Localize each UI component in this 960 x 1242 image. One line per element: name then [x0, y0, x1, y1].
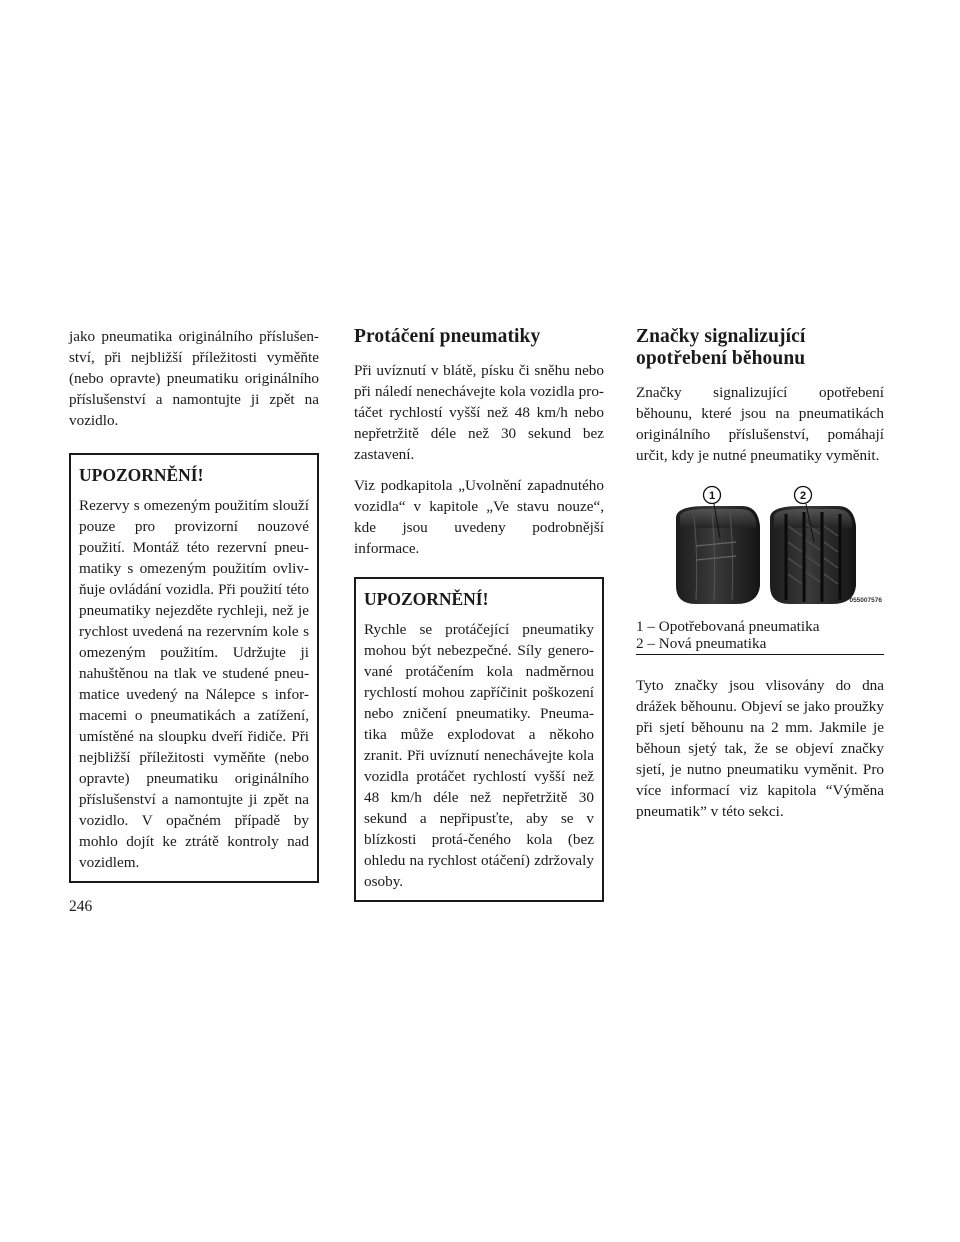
- new-tire: [770, 506, 856, 604]
- spinning-paragraph-1: Při uvíznutí v blátě, písku či sněhu nebo při náledí nenechávejte kola vozidla pro-táčet rychlostí vyšší než 48 km/h nebo nepřetržitě déle než 30 sekund bez zastavení.: [354, 362, 604, 463]
- column-left: [69, 326, 319, 883]
- warning-title: UPOZORNĚNÍ!: [364, 589, 489, 609]
- section-heading-tread-wear: Značky signalizující opotřebení běhounu: [636, 326, 806, 369]
- section-heading-spinning: Protáčení pneumatiky: [354, 326, 541, 347]
- column-middle: [354, 326, 604, 902]
- warning-text: Rychle se protáčející pneumatiky mohou být nebezpečné. Síly genero-vané protáčením kola nadměrnou rychlostí mohou zapříčinit poškození nebo zničení pneumatiky. Pneuma-tika může explodovat a někoho zranit. Při uvíznutí nenechávejte kola vozidla protáčet rychlostí vyšší než 48 km/h déle než nepřetržitě 30 sekund a nepřipusťte, aby se v blízkosti protá-čeného kola (bez ohledu na rychlost otáčení) zdržovaly osoby.: [364, 621, 594, 890]
- figure-legend: [636, 618, 884, 655]
- warning-text: Rezervy s omezeným použitím slouží pouze pro provizorní nouzové použití. Montáž této rezervní pneu-matiky s omezeným použitím ovliv-ňuje ovládání vozidla. Při použití této pneumatiky nejezděte rychleji, než je rychlost uvedená na rezervním kole s omezeným použitím. Udržujte ji nahuštěnou na tlak ve studené pneu-matice uvedený na Nálepce s infor-macemi o pneumatikách a zatížení, umístěné na sloupku dveří řidiče. Při nejbližší příležitosti vyměňte (nebo opravte) pneumatiku originálního příslušenství a namontujte ji zpět na vozidlo. V opačném případě by mohlo dojít ke ztrátě kontroly nad vozidlem.: [79, 497, 309, 871]
- column-right: [636, 326, 884, 832]
- tire-illustration: [636, 476, 884, 616]
- spinning-paragraph-2: Viz podkapitola „Uvolnění zapadnutého vozidla“ v kapitole „Ve stavu nouze“, kde jsou uvedeny podrobnější informace.: [354, 477, 604, 557]
- warning-box-spare: [69, 453, 319, 883]
- legend-item: 1 – Opotřebovaná pneumatika: [636, 618, 820, 635]
- figure-id: 055007576: [849, 597, 882, 604]
- warning-box-spinning: [354, 577, 604, 902]
- tread-wear-figure: [636, 476, 884, 616]
- worn-tire: [676, 506, 760, 604]
- warning-title: UPOZORNĚNÍ!: [79, 465, 204, 485]
- legend-item: 2 – Nová pneumatika: [636, 635, 767, 652]
- page-number: 246: [69, 898, 93, 915]
- callout-1-label: 1: [708, 490, 716, 502]
- tread-paragraph-2: Tyto značky jsou vlisovány do dna drážek běhounu. Objeví se jako proužky při sjetí běhounu na 2 mm. Jakmile je běhoun sjetý tak, že se objeví značky sjetí, je nutno pneumatiku vyměnit. Pro více informací viz kapitola “Výměna pneumatik” v této sekci.: [636, 677, 884, 820]
- tread-paragraph-1: Značky signalizující opotřebení běhounu, které jsou na pneumatikách originálního příslušenství, pomáhají určit, kdy je nutné pneumatiky vyměnit.: [636, 384, 884, 464]
- callout-2-label: 2: [799, 490, 807, 502]
- intro-paragraph: jako pneumatika originálního příslušen-ství, při nejbližší příležitosti vyměňte (nebo opravte) pneumatiku originálního příslušenství a namontujte ji zpět na vozidlo.: [69, 328, 319, 429]
